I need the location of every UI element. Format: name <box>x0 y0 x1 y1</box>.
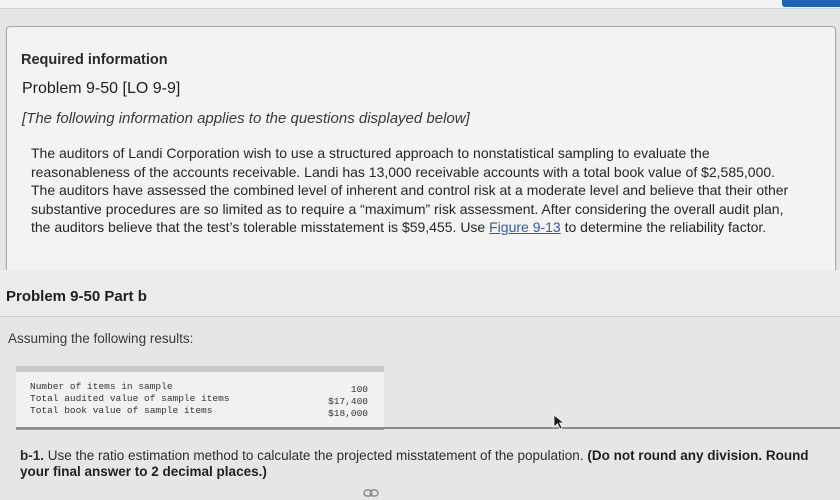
part-title: Problem 9-50 Part b <box>6 288 147 305</box>
result-label: Total book value of sample items <box>30 405 213 416</box>
required-information-heading: Required information <box>21 52 168 68</box>
result-value: $18,000 <box>328 408 368 419</box>
result-value: 100 <box>350 384 368 395</box>
rounding-instruction: (Do not round any division. Round your final answer to 2 decimal places.) <box>20 448 809 479</box>
result-label: Total audited value of sample items <box>30 393 230 404</box>
applies-note: [The following information applies to the questions displayed below] <box>22 110 470 127</box>
assumption-text: Assuming the following results: <box>8 331 194 346</box>
link-icon[interactable] <box>363 488 379 498</box>
pointer-cursor-icon <box>553 414 567 430</box>
result-value: $17,400 <box>328 396 368 407</box>
top-tab[interactable] <box>782 0 840 7</box>
scenario-text-end: to determine the reliability factor. <box>560 219 767 235</box>
question-label: b-1. <box>20 448 45 463</box>
results-table <box>16 366 384 430</box>
question-b1 <box>20 448 830 480</box>
top-edge <box>0 0 840 9</box>
figure-link[interactable]: Figure 9-13 <box>489 219 561 235</box>
scenario-text <box>31 144 791 237</box>
section-divider <box>16 427 840 429</box>
result-label: Number of items in sample <box>30 381 173 392</box>
scenario-text-body: The auditors of Landi Corporation wish to use a structured approach to nonstatistical sampling to evaluate the reasonableness of the accounts receivable. Landi has 13,000 receivable accounts with a total book value of $2,585,000. The auditors have assessed the combined level of inherent and control risk at a moderate level and believe that their other substantive procedures are so limited as to require a “maximum” risk assessment. After considering the overall audit plan, the auditors believe that the test’s tolerable misstatement is $59,455. Use <box>31 145 789 235</box>
question-text: Use the ratio estimation method to calculate the projected misstatement of the population. <box>44 448 588 463</box>
problem-title: Problem 9-50 [LO 9-9] <box>22 80 181 97</box>
